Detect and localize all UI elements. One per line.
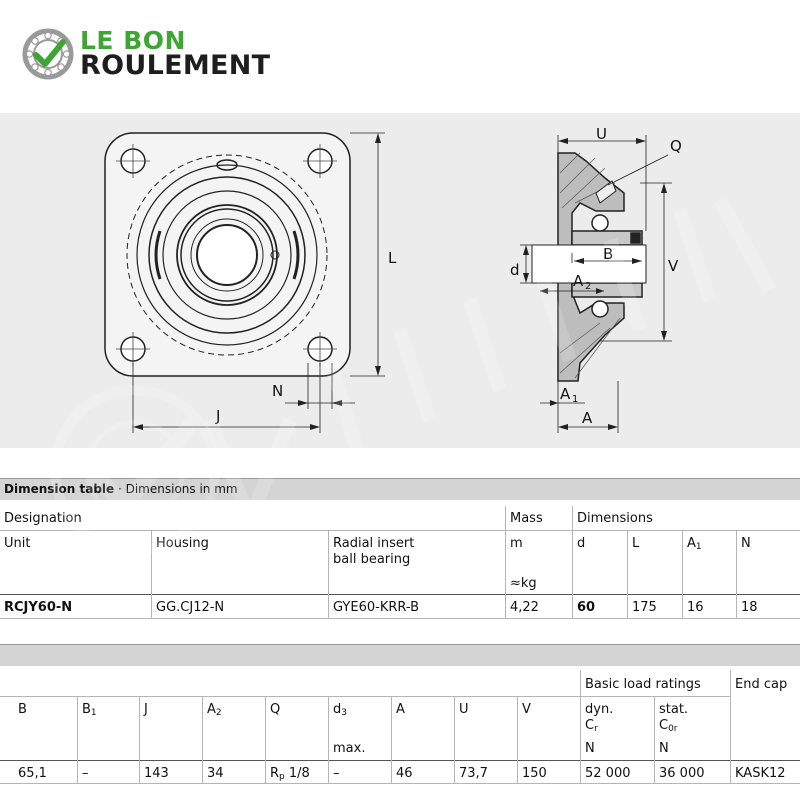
header-dyn: dyn.: [585, 702, 614, 717]
header-mass: Mass: [510, 511, 543, 526]
header-B1: [78, 699, 101, 721]
row-Cr: 52 000: [585, 766, 631, 781]
row-A: 46: [396, 766, 413, 781]
col-divider: [580, 670, 581, 783]
header-Q: Q: [270, 702, 281, 717]
bearing-check-icon: [22, 28, 74, 80]
col-divider: [328, 530, 329, 618]
row-U: 73,7: [459, 766, 488, 781]
header-Cr: [581, 715, 602, 737]
header-unit: Unit: [4, 536, 31, 551]
divider: [0, 783, 800, 784]
row-N: 18: [741, 600, 758, 615]
header-N: N: [741, 536, 751, 551]
logo-line-2: ROULEMENT: [80, 50, 271, 81]
row-Q-sub: p: [279, 772, 285, 782]
row-d: 60: [577, 600, 596, 615]
row-A1: 16: [687, 600, 704, 615]
row-L: 175: [632, 600, 657, 615]
row-end-cap: KASK12: [735, 766, 786, 781]
row-B: 65,1: [18, 766, 47, 781]
label-A1-sub: 1: [572, 394, 579, 405]
side-section-view: [520, 135, 672, 433]
header-A1-main: A: [687, 536, 696, 551]
col-divider: [151, 530, 152, 618]
header-housing: Housing: [156, 536, 209, 551]
divider: [0, 760, 800, 761]
row-unit: RCJY60-N: [4, 600, 73, 615]
label-N: N: [272, 382, 284, 400]
header-d3: [329, 699, 351, 721]
header-A1-sub: 1: [695, 542, 702, 552]
divider: [0, 478, 800, 479]
header-B1-main: B: [82, 702, 91, 717]
header-A: A: [396, 702, 405, 717]
header-kg: ≈kg: [510, 576, 537, 591]
header-Cr-sub: r: [594, 724, 598, 734]
col-divider: [654, 696, 655, 783]
table-title-rest: · Dimensions in mm: [114, 482, 238, 496]
header-C0r-main: C: [659, 718, 669, 733]
row-V: 150: [522, 766, 547, 781]
col-divider: [77, 696, 78, 783]
header-A2-main: A: [207, 702, 216, 717]
row-J: 143: [144, 766, 169, 781]
row-A2: 34: [207, 766, 224, 781]
row-d3: –: [333, 766, 340, 781]
label-V: V: [668, 257, 679, 275]
col-divider: [682, 530, 683, 618]
row-Q-main: R: [270, 766, 280, 781]
label-L: L: [388, 249, 397, 267]
header-dimensions: Dimensions: [577, 511, 653, 526]
row-C0r: 36 000: [659, 766, 705, 781]
col-divider: [265, 696, 266, 783]
divider: [0, 594, 800, 595]
col-divider: [517, 696, 518, 783]
header-d: d: [577, 536, 586, 551]
col-divider: [572, 506, 573, 618]
header-Cr-main: C: [585, 718, 595, 733]
front-view: [105, 133, 385, 433]
row-B1: –: [82, 766, 89, 781]
table-title-bold: Dimension table: [4, 482, 115, 496]
header-radial-insert-1: Radial insert: [333, 536, 415, 551]
label-A2: A: [573, 272, 584, 290]
header-max: max.: [333, 741, 366, 756]
brand-logo: [22, 26, 322, 86]
header-end-cap: End cap: [735, 677, 788, 692]
row-Q: [266, 763, 314, 785]
header-A1: [683, 533, 706, 555]
divider: [0, 530, 800, 531]
header-N-unit-1: N: [585, 741, 595, 756]
col-divider: [454, 696, 455, 783]
header-radial-insert-2: ball bearing: [333, 552, 411, 567]
divider: [0, 618, 800, 619]
row-housing: GG.CJ12-N: [156, 600, 225, 615]
header-d3-main: d: [333, 702, 342, 717]
header-C0r: [655, 715, 682, 737]
header-A2: [203, 699, 226, 721]
header-B1-sub: 1: [90, 708, 97, 718]
header-L: L: [632, 536, 640, 551]
divider: [0, 696, 730, 697]
dimension-table-title: [0, 478, 800, 500]
label-A1: A: [560, 385, 571, 403]
label-A: A: [582, 409, 593, 427]
label-Q: Q: [670, 137, 682, 155]
row-insert: GYE60-KRR-B: [333, 600, 420, 615]
col-divider: [505, 506, 506, 618]
header-A2-sub: 2: [215, 708, 222, 718]
row-mass: 4,22: [510, 600, 539, 615]
col-divider: [328, 696, 329, 783]
label-U: U: [596, 125, 607, 143]
col-divider: [391, 696, 392, 783]
label-d: d: [510, 261, 520, 279]
drawing-svg: [0, 113, 800, 448]
header-m: m: [510, 536, 523, 551]
logo-line-1: LE BON: [80, 26, 186, 55]
header-d3-sub: 3: [341, 708, 347, 718]
table2-band: [0, 644, 800, 666]
label-A2-sub: 2: [585, 281, 592, 292]
col-divider: [730, 670, 731, 783]
header-B: B: [18, 702, 27, 717]
label-J: J: [216, 407, 221, 425]
header-V: V: [522, 702, 531, 717]
header-U: U: [459, 702, 469, 717]
header-stat: stat.: [659, 702, 689, 717]
header-J: J: [144, 702, 148, 717]
header-N-unit-2: N: [659, 741, 669, 756]
header-designation: Designation: [4, 511, 82, 526]
divider: [0, 644, 800, 645]
col-divider: [202, 696, 203, 783]
technical-drawing: [0, 113, 800, 448]
header-basic-load-ratings: Basic load ratings: [585, 677, 701, 692]
col-divider: [139, 696, 140, 783]
row-Q-rest: 1/8: [284, 766, 310, 781]
col-divider: [627, 530, 628, 618]
col-divider: [736, 530, 737, 618]
label-B: B: [603, 245, 614, 263]
header-C0r-sub: 0r: [668, 724, 678, 734]
